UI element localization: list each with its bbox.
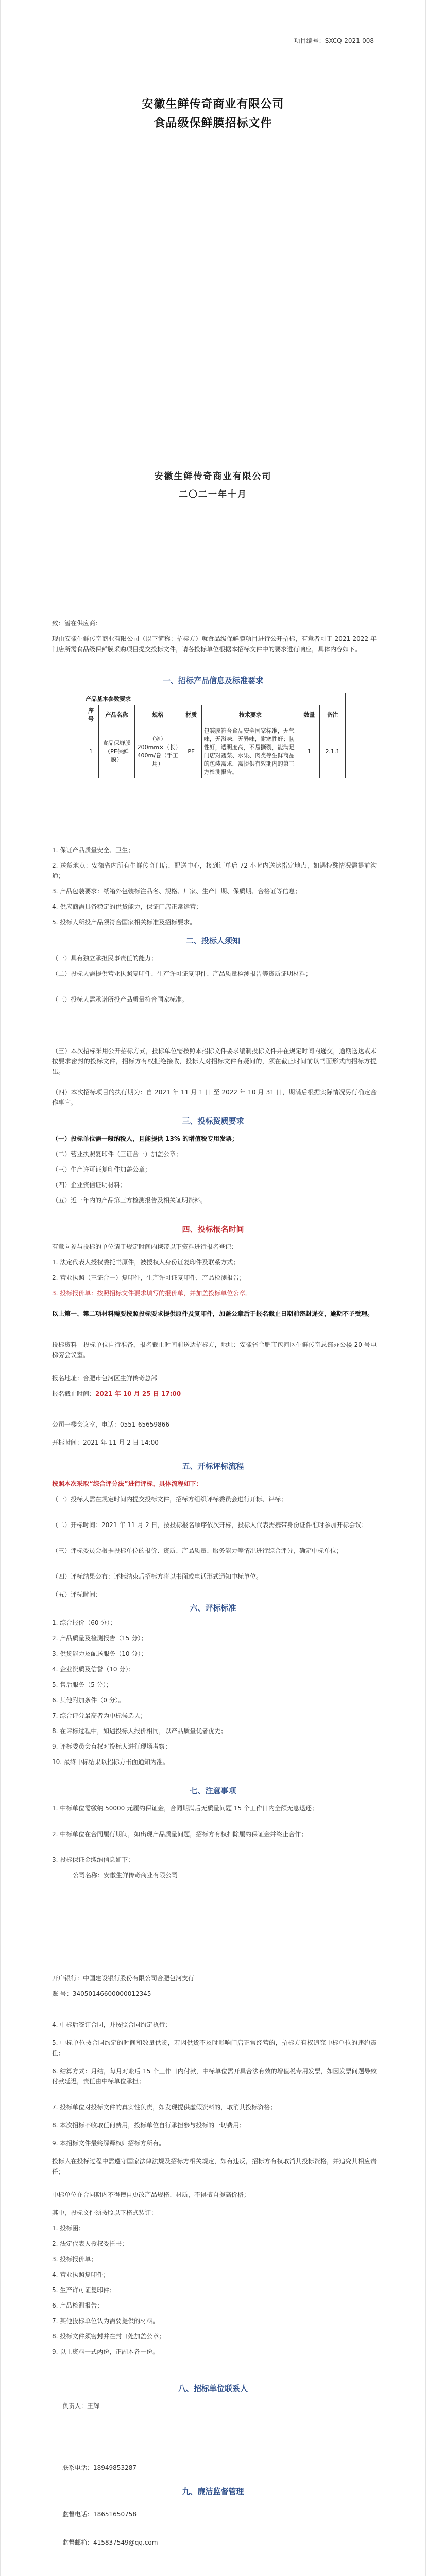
spec-cell-name: 食品保鲜膜（PE保鲜膜） bbox=[98, 725, 134, 778]
attn-company: 公司名称：安徽生鲜传奇商业有限公司 bbox=[73, 1872, 178, 1879]
criteria-item-3: 3. 供货能力及配送服务（10 分）； bbox=[52, 1650, 147, 1657]
reg-highlight: 以上第一、第二项材料需要按照投标要求提供原件及复印件，加盖公章后于报名截止日期前密封递交，逾期不予受理。 bbox=[52, 1310, 374, 1317]
reg-para-5: 投标资料由投标单位自行准备，报名截止时间前送达招标方，地址：安徽省合肥市包河区生鲜传奇总部办公楼 20 号电梯旁会议室。 bbox=[52, 1341, 377, 1359]
criteria-item-7: 7. 综合评分最高者为中标候选人； bbox=[52, 1712, 147, 1719]
spec-col-tech: 技术要求 bbox=[201, 705, 299, 725]
cover-company: 安徽生鲜传奇商业有限公司 bbox=[154, 471, 272, 482]
supervision-email: 监督邮箱：415837549@qq.com bbox=[62, 2539, 158, 2546]
criteria-item-6: 6. 其他附加条件（0 分）。 bbox=[52, 1697, 125, 1704]
attn-para-3: 3. 投标保证金缴纳信息如下： bbox=[52, 1856, 134, 1863]
eval-headline: 按照本次采取“综合评分法”进行评标，具体流程如下： bbox=[52, 1480, 202, 1487]
contact-line: 公司一楼会议室，电话：0551-65659866 bbox=[52, 1421, 169, 1428]
spec-col-spec: 规格 bbox=[134, 705, 181, 725]
rule-2: 5. 中标单位按合同约定的时间和数量供货，若因供货不及时影响门店正常经营的，招标方有权追究中标单位的违约责任； bbox=[52, 2039, 377, 2057]
spec-note-1: 1. 保证产品质量安全、卫生； bbox=[52, 846, 134, 854]
notice-para: （三）本次招标采用公开招标方式，投标单位需按照本招标文件要求编制投标文件并在规定时间内递交，逾期送达或未按要求密封的投标文件，招标方有权拒绝接收，投标人对招标文件有疑问的，须在截止时间前以书面形式向招标方提出。 bbox=[52, 1047, 377, 1075]
attn-para-1: 1. 中标单位需缴纳 50000 元履约保证金，合同期满后无质量问题 15 个工作日内全额无息退还； bbox=[52, 1805, 318, 1812]
open-line: 开标时间：2021 年 11 月 2 日 14:00 bbox=[52, 1439, 159, 1446]
notice-para-2: （四）本次招标项目的执行期为：自 2021 年 11 月 1 日 至 2022 年 10 月 31 日，期满后根据实际情况另行确定合作事宜。 bbox=[52, 1089, 377, 1106]
contact-phone: 联系电话：18949853287 bbox=[62, 2464, 137, 2471]
spec-cell-spec: （宽）200mm×（长）400m/卷（手工用） bbox=[134, 725, 181, 778]
reg-address: 报名地址：合肥市包河区生鲜传奇总部 bbox=[52, 1375, 158, 1382]
qual-item-5: （五）近一年内的产品第三方检测报告及相关证明资料。 bbox=[52, 1197, 207, 1204]
spec-cell-tech: 包装膜符合食品安全国家标准，无气味，无溢味，无异味，耐寒性好；韧性好，透明度高，不易撕裂，能满足门店对蔬菜、水果、肉类等生鲜商品的包装需求，需提供有效期内的第三方检测报告。 bbox=[201, 725, 299, 778]
notice-item-3: （三）投标人需承诺所投产品质量符合国家标准。 bbox=[52, 996, 189, 1003]
qual-item-3: （三）生产许可证复印件加盖公章； bbox=[52, 1166, 151, 1173]
spec-row bbox=[83, 725, 346, 778]
spec-cell-index: 1 bbox=[83, 725, 99, 778]
attn-para-2: 2. 中标单位在合同履行期间，如出现产品质量问题，招标方有权扣除履约保证金并终止合作； bbox=[52, 1831, 308, 1838]
eval-para-2: （二）开标时间：2021 年 11 月 2 日，按投标报名顺序依次开标，投标人代表需携带身份证件准时参加开标会议； bbox=[52, 1521, 368, 1529]
bank-line-1: 开户银行：中国建设银行股份有限公司合肥包河支行 bbox=[52, 1975, 195, 1982]
spec-col-qty: 数量 bbox=[299, 705, 320, 725]
criteria-item-5: 5. 售后服务（5 分）； bbox=[52, 1681, 112, 1688]
criteria-item-2: 2. 产品质量及检测报告（15 分）； bbox=[52, 1635, 147, 1642]
criteria-item-4: 4. 企业资质及信誉（10 分）； bbox=[52, 1666, 135, 1673]
spec-cell-note: 2.1.1 bbox=[320, 725, 346, 778]
rule-15: 6. 产品检测报告； bbox=[52, 2302, 104, 2309]
criteria-item-1: 1. 综合报价（60 分）； bbox=[52, 1619, 116, 1626]
section-title-qualification: 三、投标资质要求 bbox=[182, 1116, 244, 1126]
eval-para-5: （五）评标时间： bbox=[52, 1591, 102, 1598]
eval-para-4: （四）评标结果公布：评标结束后招标方将以书面或电话形式通知中标单位。 bbox=[52, 1573, 263, 1580]
section-title-supervision: 九、廉洁监督管理 bbox=[182, 2487, 244, 2496]
intro-body: 现由安徽生鲜传奇商业有限公司（以下简称：招标方）就食品级保鲜膜项目进行公开招标，有意者可于 2021-2022 年门店所需食品级保鲜膜采购项目提交投标文件，请各投标单位根据本招标文件中的要求进行响应，具体内容如下。 bbox=[52, 635, 377, 653]
spec-table-header: 产品基本参数要求 bbox=[83, 693, 346, 705]
spec-col-note: 备注 bbox=[320, 705, 346, 725]
rule-13: 4. 营业执照复印件； bbox=[52, 2271, 110, 2278]
reg-para-2: 1. 法定代表人授权委托书原件，被授权人身份证复印件及联系方式； bbox=[52, 1259, 240, 1266]
notice-item-2: （二）投标人需提供营业执照复印件、生产许可证复印件、产品质量检测报告等资质证明材料； bbox=[52, 970, 312, 977]
rule-5: 8. 本次招标不收取任何费用，投标单位自行承担参与投标的一切费用； bbox=[52, 2122, 246, 2129]
eval-para-1: （一）投标人需在规定时间内提交投标文件，招标方组织评标委员会进行开标、评标； bbox=[52, 1496, 287, 1503]
qual-item-1: （一）投标单位需一般纳税人，且能提供 13% 的增值税专用发票； bbox=[52, 1135, 238, 1142]
rule-18: 9. 以上资料一式两份，正副本各一份。 bbox=[52, 2348, 159, 2355]
spec-col-name: 产品名称 bbox=[98, 705, 134, 725]
rule-12: 3. 投标报价单； bbox=[52, 2256, 97, 2263]
spec-cell-material: PE bbox=[181, 725, 201, 778]
qual-item-2: （二）营业执照复印件（三证合一）加盖公章； bbox=[52, 1150, 182, 1158]
rule-9: 其中，投标文件须按照以下格式装订： bbox=[52, 2209, 158, 2216]
project-serial: 项目编号：SXCQ-2021-008 bbox=[294, 37, 374, 44]
reg-deadline: 报名截止时间：2021 年 10 月 25 日 17:00 bbox=[52, 1390, 181, 1397]
section-title-registration: 四、投标报名时间 bbox=[182, 1225, 244, 1234]
rule-8: 中标单位在合同期内不得擅自更改产品规格、材质，不得擅自提高价格； bbox=[52, 2191, 250, 2198]
rule-3: 6. 结算方式：月结，每月对账后 15 个工作日内付款，中标单位需开具合法有效的增值税专用发票，如因发票问题导致付款延迟，责任由中标单位承担； bbox=[52, 2067, 377, 2085]
spec-cell-qty: 1 bbox=[299, 725, 320, 778]
section-title-products: 一、招标产品信息及标准要求 bbox=[162, 676, 263, 685]
section-title-notice: 二、投标人须知 bbox=[185, 936, 240, 945]
spec-note-4: 4. 供应商需具备稳定的供货能力，保证门店正常运营； bbox=[52, 903, 202, 910]
qual-item-4: （四）企业资信证明材料； bbox=[52, 1181, 127, 1189]
rule-16: 7. 其他投标单位认为需要提供的材料。 bbox=[52, 2317, 159, 2325]
reg-para-3: 2. 营业执照（三证合一）复印件，生产许可证复印件，产品检测报告； bbox=[52, 1274, 246, 1281]
criteria-item-8: 8. 在评标过程中，如遇投标人报价相同，以产品质量优者优先； bbox=[52, 1727, 227, 1735]
rule-7: 投标人在投标过程中需遵守国家法律法规及招标方相关规定，如有违反，招标方有权取消其投标资格，并追究其相应责任； bbox=[52, 2158, 377, 2175]
cover-date: 二〇二一年十月 bbox=[179, 489, 247, 500]
spec-table bbox=[83, 693, 346, 778]
reg-para-1: 有意向参与投标的单位请于规定时间内携带以下资料进行报名登记： bbox=[52, 1243, 238, 1250]
rule-11: 2. 法定代表人授权委托书； bbox=[52, 2240, 128, 2247]
spec-note-5: 5. 投标人所投产品须符合国家相关标准及招标要求。 bbox=[52, 919, 196, 926]
notice-item-1: （一）具有独立承担民事责任的能力； bbox=[52, 955, 158, 962]
bank-line-2: 账 号：34050146600000012345 bbox=[52, 1990, 151, 1997]
document-title-line2: 食品级保鲜膜招标文件 bbox=[154, 117, 272, 130]
rule-10: 1. 投标函； bbox=[52, 2225, 85, 2232]
spec-col-material: 材质 bbox=[181, 705, 201, 725]
rule-14: 5. 生产许可证复印件； bbox=[52, 2286, 116, 2294]
contact-person: 负责人：王辉 bbox=[62, 2402, 100, 2410]
document-title-line1: 安徽生鲜传奇商业有限公司 bbox=[142, 98, 284, 111]
criteria-item-9: 9. 评标委员会有权对投标人进行现场考察； bbox=[52, 1743, 172, 1750]
section-title-criteria: 六、评标标准 bbox=[190, 1603, 236, 1613]
reg-para-4: 3. 投标报价单：按照招标文件要求填写的报价单，并加盖投标单位公章。 bbox=[52, 1290, 252, 1297]
rule-1: 4. 中标后签订合同，并按照合同约定执行； bbox=[52, 2021, 172, 2028]
eval-para-3: （三）评标委员会根据投标单位的报价、资质、产品质量、服务能力等情况进行综合评分，确定中标单位； bbox=[52, 1547, 343, 1554]
section-title-attention: 七、注意事项 bbox=[190, 1786, 236, 1795]
rule-6: 9. 本招标文件最终解释权归招标方所有。 bbox=[52, 2140, 165, 2147]
rule-4: 7. 投标单位对投标文件的真实性负责，如发现提供虚假资料的，取消其投标资格； bbox=[52, 2104, 277, 2111]
supervision-tel: 监督电话：18651650758 bbox=[62, 2511, 137, 2518]
section-title-evaluation: 五、开标评标流程 bbox=[182, 1462, 244, 1471]
salutation: 致：潜在供应商： bbox=[52, 620, 102, 627]
section-title-contact: 八、招标单位联系人 bbox=[178, 2384, 248, 2393]
spec-note-2: 2. 送货地点：安徽省内所有生鲜传奇门店、配送中心，接到订单后 72 小时内送达指定地点，如遇特殊情况需提前沟通； bbox=[52, 862, 377, 879]
rule-17: 8. 投标文件须密封并在封口处加盖公章； bbox=[52, 2333, 165, 2340]
spec-note-3: 3. 产品包装要求：纸箱外包装标注品名、规格、厂家、生产日期、保质期、合格证等信息； bbox=[52, 888, 301, 895]
criteria-item-10: 10. 最终中标结果以招标方书面通知为准。 bbox=[52, 1758, 169, 1766]
spec-col-index: 序号 bbox=[83, 705, 99, 725]
